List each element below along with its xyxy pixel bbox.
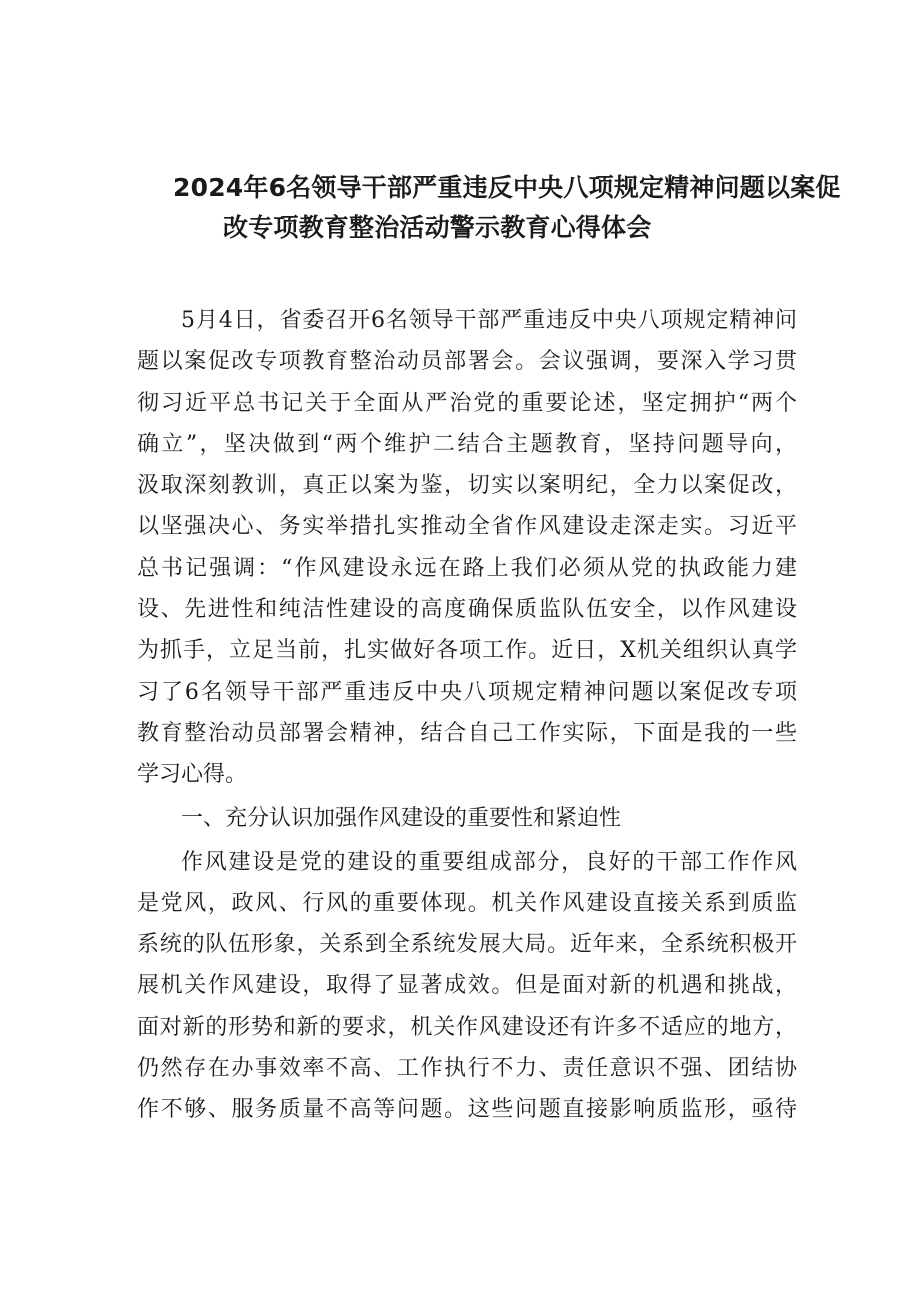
- text-line: 展机关作风建设，取得了显著成效。但是面对新的机遇和挑战，: [137, 973, 797, 999]
- text-line: 教育整治动员部署会精神，结合自己工作实际，下面是我的一些: [137, 720, 797, 746]
- text-line: 学习心得。: [137, 762, 248, 788]
- document-body: [137, 300, 797, 1131]
- text-line: 作不够、服务质量不高等问题。这些问题直接影响质监形，亟待: [137, 1097, 797, 1123]
- intro-paragraph: [137, 300, 797, 796]
- document-title: [140, 168, 841, 248]
- text-line: 系统的队伍形象，关系到全系统发展大局。近年来，全系统积极开: [137, 932, 797, 958]
- text-line: 为抓手，立足当前，扎实做好各项工作。近日，X机关组织认真学: [137, 638, 797, 664]
- text-line: 设、先进性和纯洁性建设的高度确保质监队伍安全，以作风建设: [137, 597, 797, 623]
- text-line: 汲取深刻教训，真正以案为鉴，切实以案明纪，全力以案促改，: [137, 473, 797, 499]
- section-paragraph: [137, 842, 797, 1131]
- text-line: 5月4日，省委召开6名领导干部严重违反中央八项规定精神问: [181, 308, 797, 333]
- title-line-1: 2024年6名领导干部严重违反中央八项规定精神问题以案促: [173, 173, 841, 202]
- text-line: 仍然存在办事效率不高、工作执行不力、责任意识不强、团结协: [137, 1056, 797, 1082]
- section-heading: 一、充分认识加强作风建设的重要性和紧迫性: [181, 805, 622, 831]
- text-line: 习了6名领导干部严重违反中央八项规定精神问题以案促改专项: [137, 679, 797, 705]
- text-line: 题以案促改专项教育整治动员部署会。会议强调，要深入学习贯: [137, 349, 797, 375]
- title-line-2: 改专项教育整治活动警示教育心得体会: [223, 213, 652, 242]
- text-line: 面对新的形势和新的要求，机关作风建设还有许多不适应的地方，: [137, 1014, 797, 1040]
- text-line: 作风建设是党的建设的重要组成部分，良好的干部工作作风: [181, 849, 797, 875]
- text-line: 确立”，坚决做到“两个维护二结合主题教育，坚持问题导向，: [137, 431, 797, 457]
- text-line: 以坚强决心、务实举措扎实推动全省作风建设走深走实。习近平: [137, 514, 797, 540]
- text-line: 是党风，政风、行风的重要体现。机关作风建设直接关系到质监: [137, 890, 797, 916]
- text-line: 彻习近平总书记关于全面从严治党的重要论述，坚定拥护“两个: [137, 390, 797, 416]
- text-line: 总书记强调：“作风建设永远在路上我们必须从党的执政能力建: [137, 555, 797, 581]
